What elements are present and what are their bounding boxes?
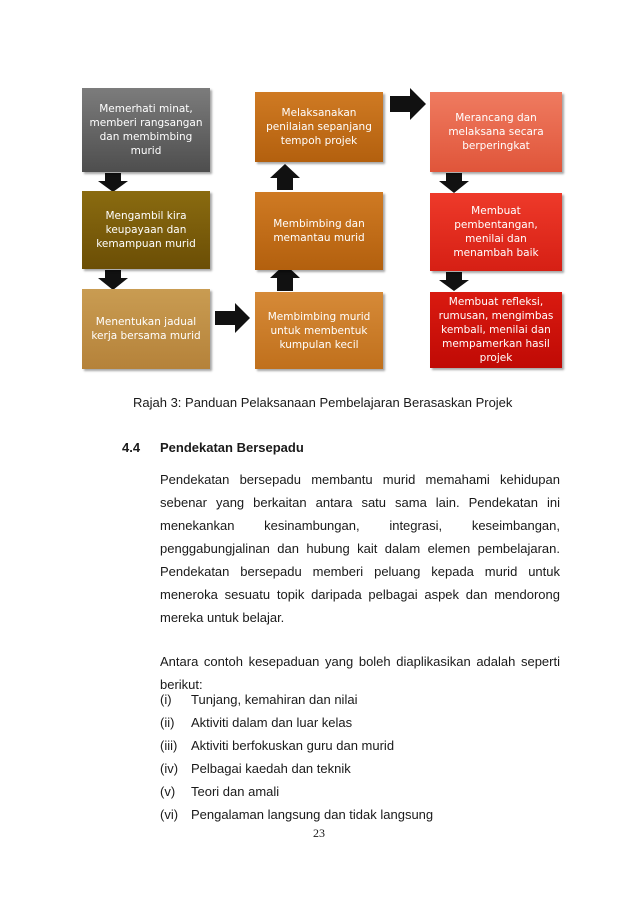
arrow-up-2 xyxy=(270,164,300,190)
list-item-text: Teori dan amali xyxy=(191,784,280,799)
list-item-text: Pelbagai kaedah dan teknik xyxy=(191,761,351,776)
step-present-evaluate: Membuat pembentangan, menilai dan menambah baik xyxy=(430,193,562,271)
arrow-down-1 xyxy=(98,173,128,192)
list-item-number: (iii) xyxy=(160,738,178,753)
list-item-number: (vi) xyxy=(160,807,179,822)
step-consider-ability: Mengambil kira keupayaan dan kemampuan murid xyxy=(82,191,210,269)
list-item xyxy=(160,761,351,776)
arrow-down-4 xyxy=(439,272,469,291)
figure-caption: Rajah 3: Panduan Pelaksanaan Pembelajaran Berasaskan Projek xyxy=(133,395,513,410)
list-item-text: Aktiviti berfokuskan guru dan murid xyxy=(191,738,395,753)
list-item xyxy=(160,784,279,799)
section-number: 4.4 xyxy=(122,440,141,455)
arrow-right-2 xyxy=(390,88,426,120)
list-item-text: Pengalaman langsung dan tidak langsung xyxy=(191,807,434,822)
step-observe-interest: Memerhati minat, memberi rangsangan dan membimbing murid xyxy=(82,88,210,172)
page-number: 23 xyxy=(313,826,325,840)
list-item-text: Aktiviti dalam dan luar kelas xyxy=(191,715,353,730)
step-reflect-exhibit: Membuat refleksi, rumusan, mengimbas kembali, menilai dan mempamerkan hasil projek xyxy=(430,292,562,368)
step-guide-monitor: Membimbing dan memantau murid xyxy=(255,192,383,270)
paragraph-integrated-approach: Pendekatan bersepadu membantu murid memahami kehidupan sebenar yang berkaitan antara satu sama lain. Pendekatan ini menekankan kesinambungan, integrasi, keseimbangan, penggabungjalinan dan hubung kait dalam elemen pembelajaran. Pendekatan bersepadu memberi peluang kepada murid untuk meneroka sesuatu topik daripada pelbagai aspek dan mendorong mereka untuk belajar. xyxy=(160,472,560,625)
list-item xyxy=(160,715,352,730)
list-item xyxy=(160,692,357,707)
arrow-down-2 xyxy=(98,270,128,290)
list-item xyxy=(160,738,394,753)
paragraph-examples-intro: Antara contoh kesepaduan yang boleh diaplikasikan adalah seperti berikut: xyxy=(160,654,560,692)
list-item xyxy=(160,807,433,822)
list-item-text: Tunjang, kemahiran dan nilai xyxy=(191,692,358,707)
arrow-down-3 xyxy=(439,173,469,193)
arrow-right-1 xyxy=(215,303,250,333)
step-set-schedule: Menentukan jadual kerja bersama murid xyxy=(82,289,210,369)
list-item-number: (i) xyxy=(160,692,172,707)
section-title: Pendekatan Bersepadu xyxy=(160,440,304,455)
list-item-number: (iv) xyxy=(160,761,179,776)
step-plan-implement: Merancang dan melaksana secara berperingkat xyxy=(430,92,562,172)
list-item-number: (v) xyxy=(160,784,176,799)
step-evaluate-project: Melaksanakan penilaian sepanjang tempoh projek xyxy=(255,92,383,162)
list-item-number: (ii) xyxy=(160,715,175,730)
step-form-groups: Membimbing murid untuk membentuk kumpulan kecil xyxy=(255,292,383,369)
